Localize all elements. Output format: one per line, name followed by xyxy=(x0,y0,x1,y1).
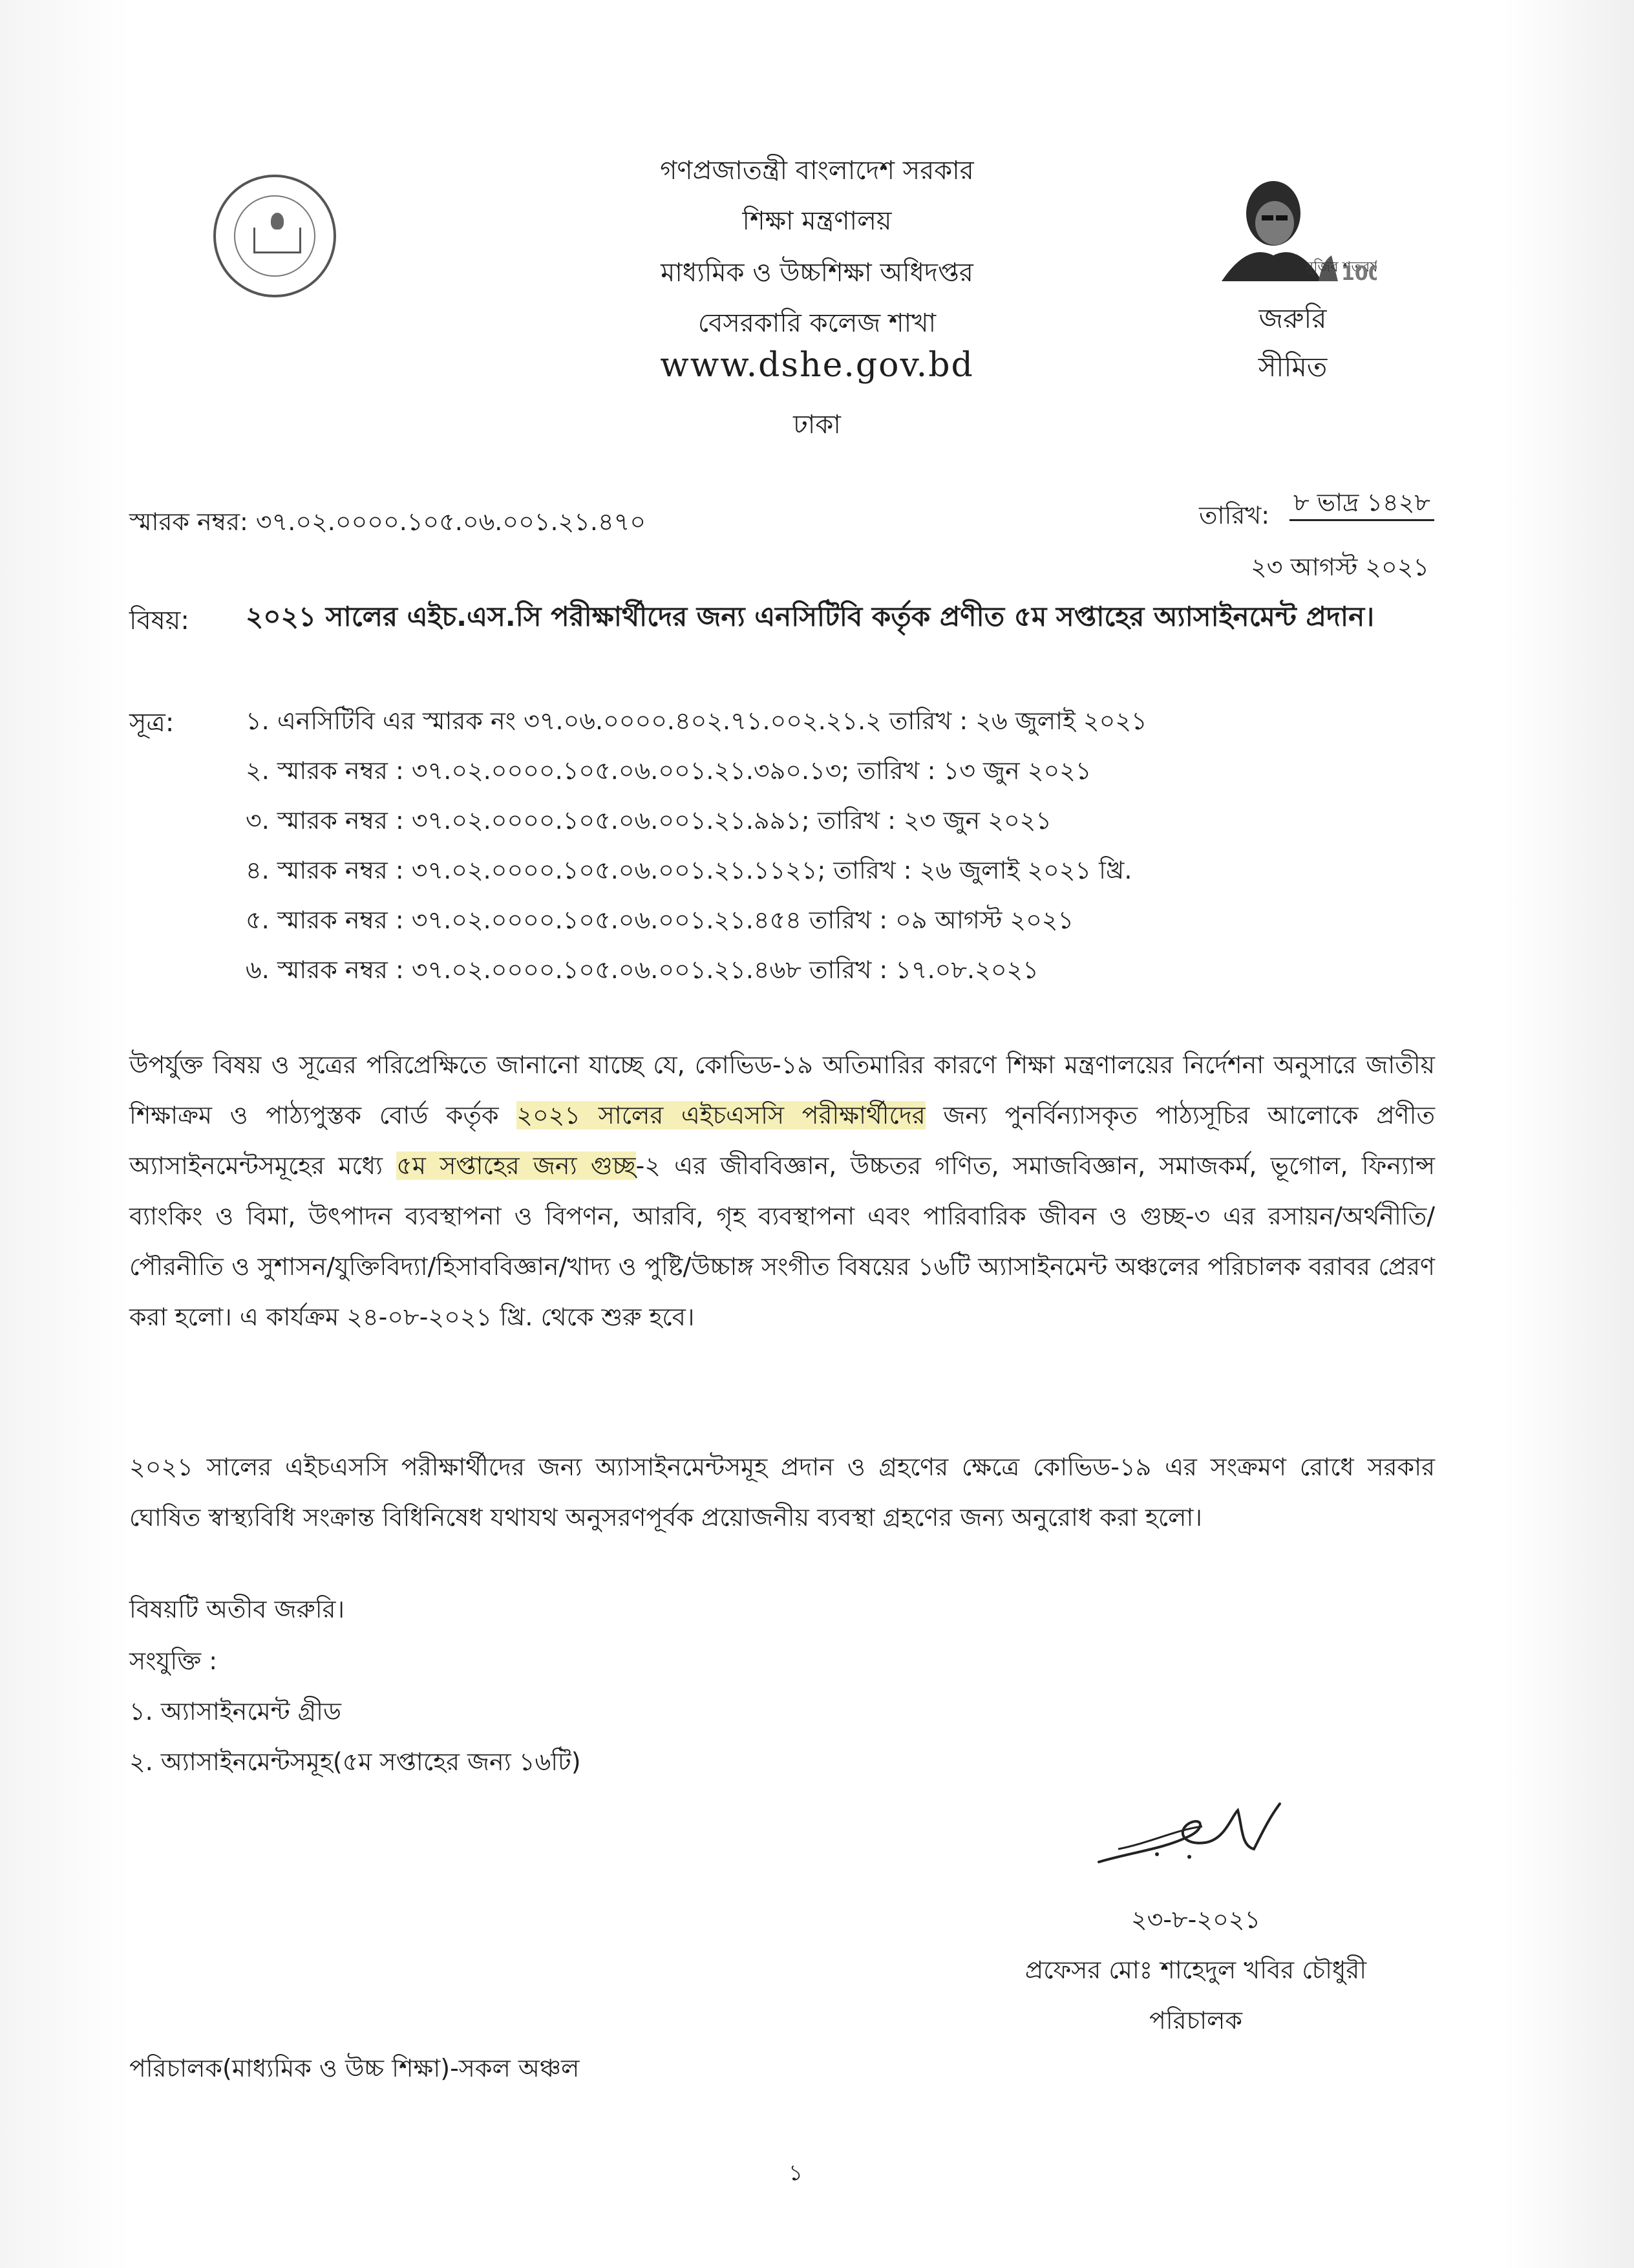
limited-tag: সীমিত xyxy=(1258,351,1328,383)
subject-text: ২০২১ সালের এইচ.এস.সি পরীক্ষার্থীদের জন্য এনসিটিবি কর্তৃক প্রণীত ৫ম সপ্তাহের অ্যাসাইনমেন্ট প্রদান। xyxy=(246,601,1375,632)
attachment-item: ২. অ্যাসাইনমেন্টসমূহ(৫ম সপ্তাহের জন্য ১৬টি) xyxy=(129,1748,581,1776)
reference-item: ৩. স্মারক নম্বর : ৩৭.০২.০০০০.১০৫.০৬.০০১.২১.৯৯১; তারিখ : ২৩ জুন ২০২১ xyxy=(246,806,1052,835)
body-paragraph-1: উপর্যুক্ত বিষয় ও সূত্রের পরিপ্রেক্ষিতে জানানো যাচ্ছে যে, কোভিড-১৯ অতিমারির কারণে শিক্ষা মন্ত্রণালয়ের নির্দেশনা অনুসারে জাতীয় শিক্ষাক্রম ও পাঠ্যপুস্তক বোর্ড কর্তৃক ২০২১ সালের এইচএসসি পরীক্ষার্থীদের জন্য পুনর্বিন্যাসকৃত পাঠ্যসূচির আলোকে প্রণীত অ্যাসাইনমেন্টসমূহের মধ্যে ৫ম সপ্তাহের জন্য গুচ্ছ-২ এর জীববিজ্ঞান, উচ্চতর গণিত, সমাজবিজ্ঞান, সমাজকর্ম, ভূগোল, ফিন্যান্স ব্যাংকিং ও বিমা, উৎপাদন ব্যবস্থাপনা ও বিপণন, আরবি, গৃহ ব্যবস্থাপনা এবং পারিবারিক জীবন ও গুচ্ছ-৩ এর রসায়ন/অর্থনীতি/পৌরনীতি ও সুশাসন/যুক্তিবিদ্যা/হিসাববিজ্ঞান/খাদ্য ও পুষ্টি/উচ্চাঙ্গ সংগীত বিষয়ের ১৬টি অ্যাসাইনমেন্ট অঞ্চলের পরিচালক বরাবর প্রেরণ করা হলো। এ কার্যক্রম ২৪-০৮-২০২১ খ্রি. থেকে শুরু হবে। xyxy=(129,1051,1436,1331)
page-number: ১ xyxy=(789,2160,803,2186)
memo-number: স্মারক নম্বর: ৩৭.০২.০০০০.১০৫.০৬.০০১.২১.৪৭০ xyxy=(129,508,646,536)
reference-item: ৬. স্মারক নম্বর : ৩৭.০২.০০০০.১০৫.০৬.০০১.২১.৪৬৮ তারিখ : ১৭.০৮.২০২১ xyxy=(246,956,1039,984)
header-website: www.dshe.gov.bd xyxy=(660,346,974,385)
header-directorate: মাধ্যমিক ও উচ্চশিক্ষা অধিদপ্তর xyxy=(661,258,973,288)
memo-date-label: তারিখ: xyxy=(1199,501,1270,530)
signatory-title: পরিচালক xyxy=(1149,2006,1242,2035)
reference-item: ২. স্মারক নম্বর : ৩৭.০২.০০০০.১০৫.০৬.০০১.২১.৩৯০.১৩; তারিখ : ১৩ জুন ২০২১ xyxy=(246,756,1092,785)
body-paragraph-2: ২০২১ সালের এইচএসসি পরীক্ষার্থীদের জন্য অ্যাসাইনমেন্টসমূহ প্রদান ও গ্রহণের ক্ষেত্রে কোভিড-১৯ এর সংক্রমণ রোধে সরকার ঘোষিত স্বাস্থ্যবিধি সংক্রান্ত বিধিনিষেধ যথাযথ অনুসরণপূর্বক প্রয়োজনীয় ব্যবস্থা গ্রহণের জন্য অনুরোধ করা হলো। xyxy=(129,1453,1435,1532)
dshe-emblem-icon xyxy=(213,175,336,297)
handwritten-signature xyxy=(1092,1791,1286,1875)
signature-date: ২৩-৮-২০২১ xyxy=(1130,1905,1261,1934)
urgent-tag: জরুরি xyxy=(1258,303,1327,334)
reference-item: ১. এনসিটিবি এর স্মারক নং ৩৭.০৬.০০০০.৪০২.৭১.০০২.২১.২ তারিখ : ২৬ জুলাই ২০২১ xyxy=(246,707,1147,735)
header-ministry: শিক্ষা মন্ত্রণালয় xyxy=(742,206,892,236)
subject-label: বিষয়: xyxy=(129,606,189,636)
urgent-note: বিষয়টি অতীব জরুরি। xyxy=(129,1595,345,1623)
signatory-name: প্রফেসর মোঃ শাহেদুল খবির চৌধুরী xyxy=(1024,1956,1367,1984)
memo-date-english: ২৩ আগস্ট ২০২১ xyxy=(1251,553,1430,581)
highlight-hsc: ২০২১ সালের এইচএসসি পরীক্ষার্থীদের xyxy=(516,1101,926,1129)
header-branch: বেসরকারি কলেজ শাখা xyxy=(697,308,937,338)
reference-label: সূত্র: xyxy=(129,708,175,738)
recipient: পরিচালক(মাধ্যমিক ও উচ্চ শিক্ষা)-সকল অঞ্চল xyxy=(129,2054,580,2082)
mujib-centenary-logo-icon xyxy=(1209,165,1377,288)
header-city: ঢাকা xyxy=(793,410,841,440)
header-government: গণপ্রজাতন্ত্রী বাংলাদেশ সরকার xyxy=(660,156,974,186)
svg-text:100: 100 xyxy=(1341,262,1377,285)
highlight-week5: ৫ম সপ্তাহের জন্য গুচ্ছ xyxy=(396,1151,636,1180)
reference-item: ৫. স্মারক নম্বর : ৩৭.০২.০০০০.১০৫.০৬.০০১.২১.৪৫৪ তারিখ : ০৯ আগস্ট ২০২১ xyxy=(246,906,1074,934)
reference-item: ৪. স্মারক নম্বর : ৩৭.০২.০০০০.১০৫.০৬.০০১.২১.১১২১; তারিখ : ২৬ জুলাই ২০২১ খ্রি. xyxy=(246,856,1132,884)
attachment-label: সংযুক্তি : xyxy=(129,1647,218,1675)
memo-date-bangla: ৮ ভাদ্র ১৪২৮ xyxy=(1289,484,1434,525)
attachment-item: ১. অ্যাসাইনমেন্ট গ্রীড xyxy=(129,1697,341,1726)
svg-text:মুজিব শতবর্ষ: মুজিব শতবর্ষ xyxy=(1306,259,1377,275)
